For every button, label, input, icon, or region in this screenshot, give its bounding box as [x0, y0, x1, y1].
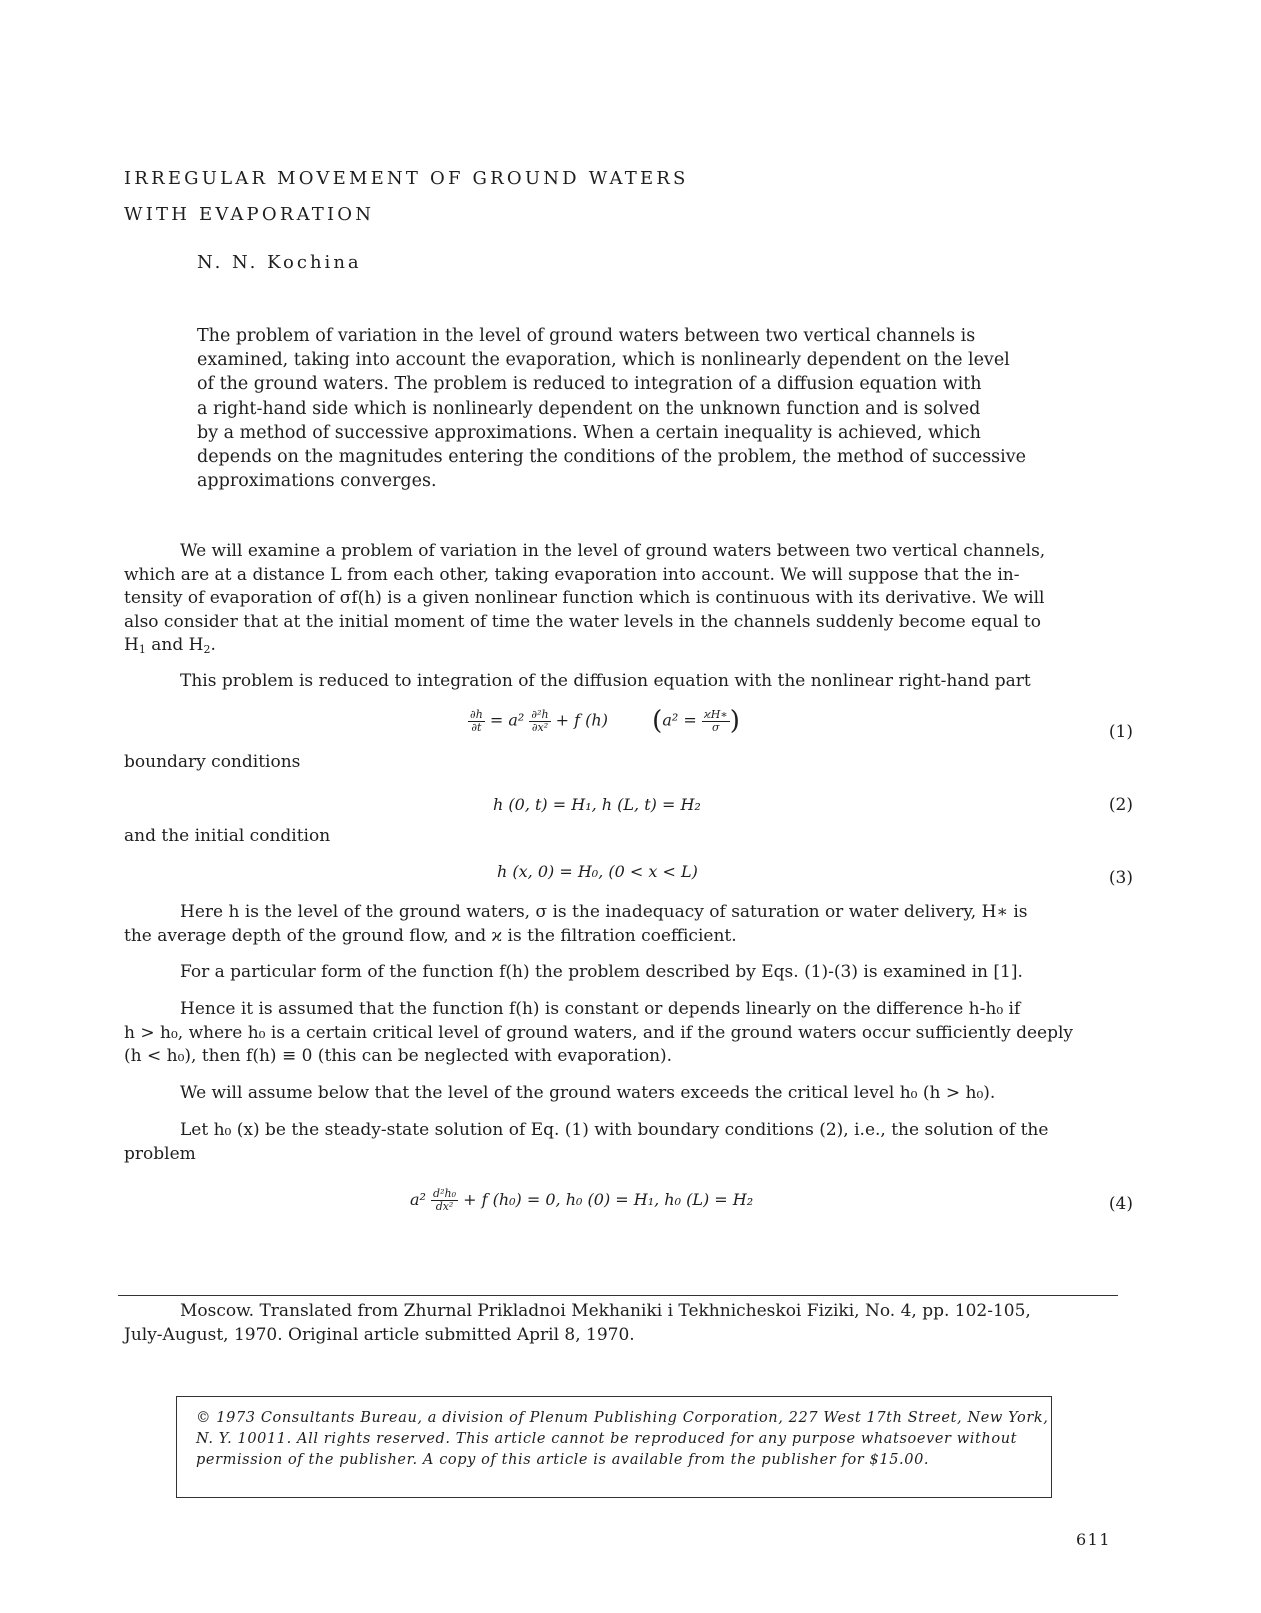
equation-number-4: (4) [1108, 1194, 1133, 1214]
equation-number-3: (3) [1108, 868, 1133, 888]
body-paragraph-2 [124, 670, 1154, 694]
body-paragraph-4 [124, 961, 1154, 985]
paragraph-line: problem [124, 1143, 196, 1164]
body-paragraph-5 [124, 998, 1154, 1069]
abstract-line: a right-hand side which is nonlinearly dependent on the unknown function and is solved [197, 398, 981, 419]
label-initial-condition: and the initial condition [124, 826, 331, 846]
article-title-line-2: WITH EVAPORATION [124, 204, 375, 225]
copyright-notice [196, 1408, 1049, 1470]
paragraph-line: also consider that at the initial moment of time the water levels in the channels suddenly become equal to [124, 611, 1041, 632]
paragraph-line: the average depth of the ground flow, and ϰ is the filtration coefficient. [124, 925, 737, 946]
fraction-diffusivity: $\frac{ϰH∗}{\sigma}$ [703, 707, 728, 734]
footnote-line: July-August, 1970. Original article submitted April 8, 1970. [124, 1325, 635, 1345]
body-paragraph-7 [124, 1119, 1154, 1166]
abstract-line: by a method of successive approximations. When a certain inequality is achieved, which [197, 422, 981, 443]
equation-number-2: (2) [1108, 795, 1133, 815]
paragraph-line: tensity of evaporation of σf(h) is a given nonlinear function which is continuous with its derivative. We will [124, 588, 1045, 609]
equation-3: h (x, 0) = H₀, (0 < x < L) [497, 862, 698, 881]
paragraph-line: This problem is reduced to integration of the diffusion equation with the nonlinear right-hand part [180, 671, 1031, 691]
fraction-d2h0-dx2: $\frac{\text{d²h₀}}{\text{dx²}}$ [433, 1187, 456, 1213]
paragraph-line: We will assume below that the level of the ground waters exceeds the critical level h₀ (h > h₀). [180, 1083, 996, 1103]
abstract-line: The problem of variation in the level of ground waters between two vertical channels is [197, 326, 976, 346]
paragraph-line: We will examine a problem of variation in the level of ground waters between two vertical channels, [180, 541, 1046, 561]
copyright-line: N. Y. 10011. All rights reserved. This article cannot be reproduced for any purpose whatsoever without [196, 1430, 1018, 1447]
page-number: 611 [1076, 1530, 1112, 1549]
abstract-line: examined, taking into account the evaporation, which is nonlinearly dependent on the level [197, 350, 1010, 371]
equation-number-1: (1) [1108, 722, 1133, 742]
paragraph-line-last: $H_1$ and $H_2$. [124, 635, 216, 657]
copyright-line: permission of the publisher. A copy of this article is available from the publisher for $15.00. [196, 1451, 930, 1468]
label-boundary-conditions: boundary conditions [124, 752, 301, 772]
body-paragraph-6 [124, 1082, 1154, 1106]
fraction-dh-dt: $\frac{\partial h}{\partial t}$ [470, 707, 483, 734]
equation-4: a² $\frac{\text{d²h₀}}{\text{dx²}}$ + f (h₀) = 0, h₀ (0) = H₁, h₀ (L) = H₂ [410, 1187, 754, 1213]
abstract-line: depends on the magnitudes entering the conditions of the problem, the method of successive [197, 447, 1026, 468]
paragraph-line: which are at a distance L from each other, taking evaporation into account. We will suppose that the in- [124, 564, 1020, 585]
body-paragraph-1 [124, 540, 1154, 662]
paragraph-line: (h < h₀), then f(h) ≡ 0 (this can be neglected with evaporation). [124, 1046, 673, 1067]
footnote [124, 1299, 1124, 1347]
body-paragraph-3 [124, 901, 1154, 948]
footnote-divider [118, 1295, 1118, 1296]
paragraph-line: For a particular form of the function f(h) the problem described by Eqs. (1)-(3) is examined in [1]. [180, 962, 1023, 982]
fraction-d2h-dx2: $\frac{\text{∂²h}}{\text{∂x²}}$ [531, 707, 549, 734]
paragraph-line: h > h₀, where h₀ is a certain critical level of ground waters, and if the ground waters occur sufficiently deeply [124, 1022, 1074, 1043]
footnote-line: Moscow. Translated from Zhurnal Prikladnoi Mekhaniki i Tekhnicheskoi Fiziki, No. 4, pp. 102-105, [180, 1301, 1031, 1321]
author-name: N. N. Kochina [197, 252, 362, 273]
abstract [197, 324, 1077, 493]
paragraph-line: Here h is the level of the ground waters, σ is the inadequacy of saturation or water delivery, H∗ is [180, 902, 1028, 922]
equation-2: h (0, t) = H₁, h (L, t) = H₂ [493, 795, 701, 814]
abstract-line: of the ground waters. The problem is reduced to integration of a diffusion equation with [197, 374, 982, 395]
copyright-line: © 1973 Consultants Bureau, a division of Plenum Publishing Corporation, 227 West 17th Street, New York, [196, 1410, 1049, 1426]
article-title-line-1: IRREGULAR MOVEMENT OF GROUND WATERS [124, 168, 689, 189]
abstract-line: approximations converges. [197, 471, 437, 492]
paragraph-line: Hence it is assumed that the function f(h) is constant or depends linearly on the difference h-h₀ if [180, 999, 1021, 1019]
equation-1: $\frac{\partial h}{\partial t}$ = a² $\frac{\text{∂²h}}{\text{∂x²}}$ + f (h) (a² = $\frac{ϰH∗}{\sigma}$ ) [470, 706, 740, 736]
paragraph-line: Let h₀ (x) be the steady-state solution of Eq. (1) with boundary conditions (2), i.e., the solution of the [180, 1120, 1049, 1140]
